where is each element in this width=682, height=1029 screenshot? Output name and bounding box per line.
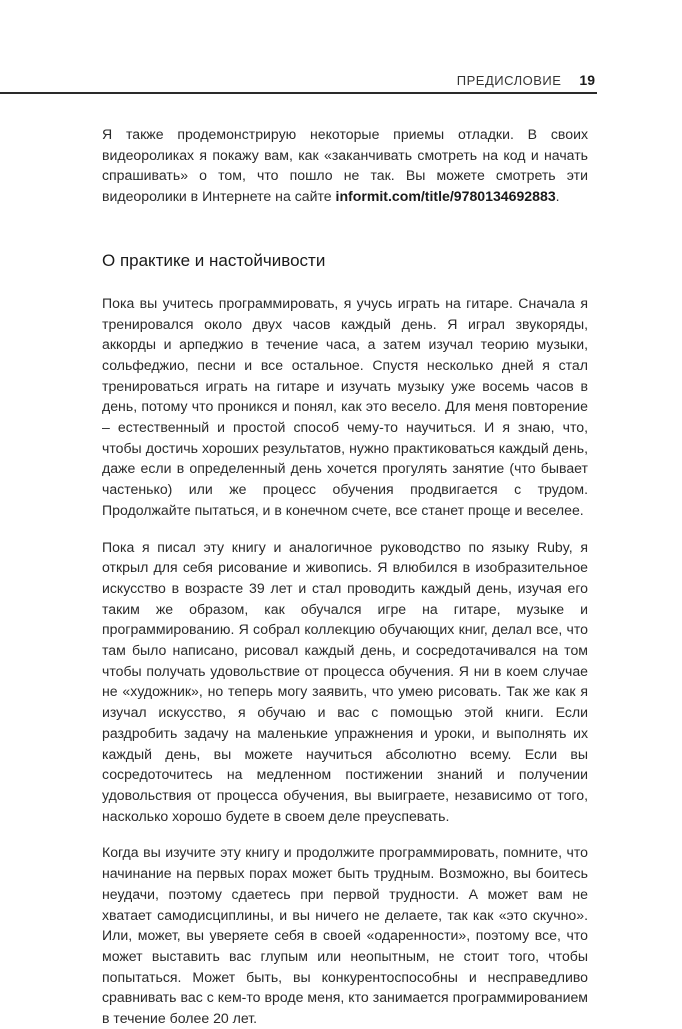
intro-text: Я также продемонстрирую некоторые приемы отладки. В своих видеороликах я покажу вам, как «заканчивать смотреть на код и начать спрашивать» о том, что пошло не так. Вы можете смотреть эти видеоролики в Интернете на сайте xyxy=(102,126,588,205)
informit-link[interactable]: informit.com/title/9780134692883 xyxy=(335,188,556,205)
paragraph-guitar: Пока вы учитесь программировать, я учусь играть на гитаре. Сначала я тренировался около двух часов каждый день. Я играл звукоряды, аккорды и арпеджио в течение часа, а затем изучал теорию музыки, сольфеджио, песни и все остальное. Спустя несколько дней я стал тренироваться играть на гитаре и изучать музыку уже восемь часов в день, потому что проникся и понял, как это весело. Для меня повторение – естественный и простой способ чему-то научиться. И я знаю, что, чтобы достичь хороших результатов, нужно практиковаться каждый день, даже если в определенный день хочется прогулять занятие (что бывает частенько) или же процесс обучения продвигается с трудом. Продолжайте пытаться, и в конечном счете, все станет проще и веселее. xyxy=(102,294,588,518)
running-head xyxy=(457,72,595,88)
page-body xyxy=(102,124,588,1029)
paragraph-drawing: Пока я писал эту книгу и аналогичное руководство по языку Ruby, я открыл для себя рисование и живопись. Я влюбился в изобразительное искусство в возрасте 39 лет и стал проводить каждый день, изучая его таким же образом, как обучался игре на гитаре, музыке и программированию. Я собрал коллекцию обучающих книг, делал все, что там было написано, рисовал каждый день, и сосредотачивался на том чтобы получать удовольствие от процесса обучения. Я ни в коем случае не «художник», но теперь могу заявить, что умею рисовать. Так же как я изучал искусство, я обучаю и вас с помощью этой книги. Если раздробить задачу на маленькие упражнения и уроки, и выполнять их каждый день, вы можете научиться абсолютно всему. Если вы сосредоточитесь на медленном постижении знаний и получении удовольствия от процесса обучения, вы выиграете, независимо от того, насколько хорошо будете в своем деле преуспевать. xyxy=(102,538,588,824)
paragraph-persistence: Когда вы изучите эту книгу и продолжите программировать, помните, что начинание на первых порах может быть трудным. Возможно, вы боитесь неудачи, поэтому сдаетесь при первой трудности. А может вам не хватает самодисциплины, и вы ничего не делаете, так как «это скучно». Или, может, вы уверяете себя в своей «одаренности», поэтому все, что может выставить вас глупым или неопытным, не стоит того, чтобы попытаться. Может быть, вы конкурентоспособны и несправедливо сравнивать вас с кем-то вроде меня, кто занимается программированием в течение более 20 лет. xyxy=(102,844,588,1027)
page-number: 19 xyxy=(579,72,595,88)
section-heading: О практике и настойчивости xyxy=(102,250,326,270)
intro-paragraph xyxy=(102,124,588,207)
intro-text-end: . xyxy=(555,188,560,205)
section-title: ПРЕДИСЛОВИЕ xyxy=(456,73,562,88)
header-rule xyxy=(0,92,597,94)
